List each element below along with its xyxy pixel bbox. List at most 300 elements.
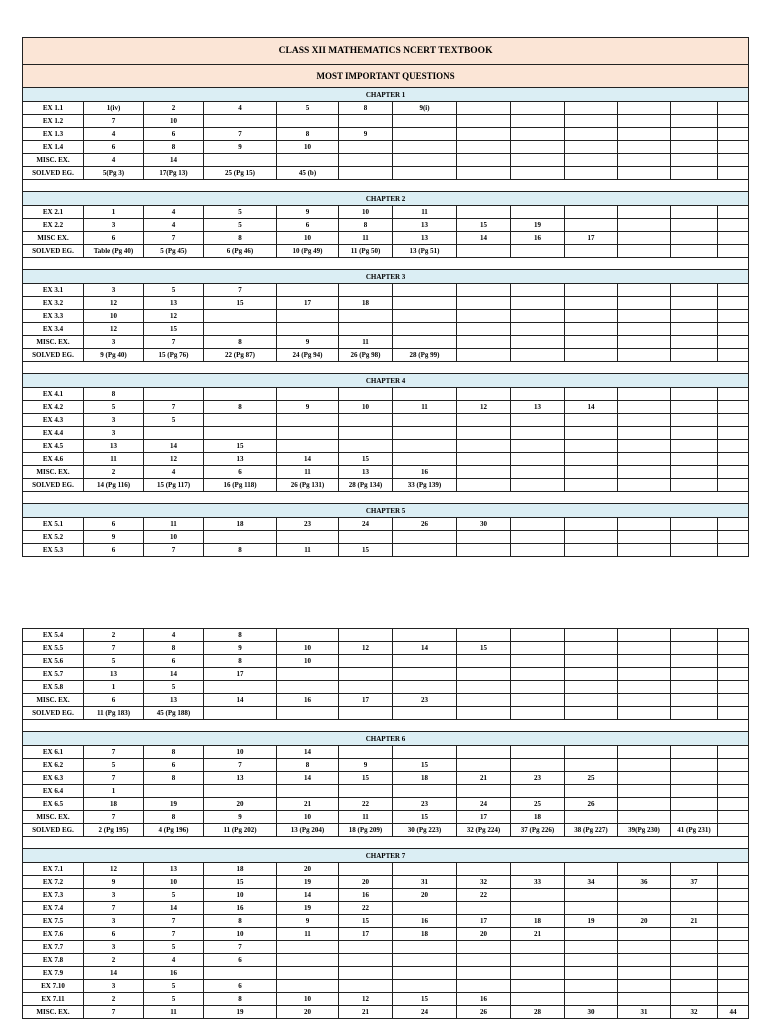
exercise-label: EX 6.1 (23, 746, 84, 759)
table-row (23, 655, 749, 668)
question-cell (618, 629, 671, 642)
question-cell: 7 (84, 115, 144, 128)
question-cell (393, 414, 457, 427)
question-cell (671, 954, 718, 967)
exercise-label: EX 6.3 (23, 772, 84, 785)
table-row (23, 980, 749, 993)
question-cell (565, 115, 618, 128)
section-spacer (23, 362, 749, 374)
question-cell: 15 (393, 811, 457, 824)
question-cell: 32 (457, 876, 511, 889)
question-cell: 18 (204, 863, 277, 876)
question-cell: 15 (Pg 117) (144, 479, 204, 492)
question-cell (339, 284, 393, 297)
question-cell (565, 993, 618, 1006)
exercise-label: EX 5.6 (23, 655, 84, 668)
exercise-label: EX 5.5 (23, 642, 84, 655)
question-cell: 16 (Pg 118) (204, 479, 277, 492)
question-cell (339, 154, 393, 167)
question-cell (565, 967, 618, 980)
question-cell (565, 414, 618, 427)
question-cell: 13 (204, 772, 277, 785)
table-row (23, 993, 749, 1006)
question-cell (393, 310, 457, 323)
question-cell (718, 629, 749, 642)
question-cell (277, 954, 339, 967)
question-cell: 10 (204, 889, 277, 902)
question-cell: 45 (Pg 188) (144, 707, 204, 720)
question-cell: 8 (144, 141, 204, 154)
question-cell (618, 336, 671, 349)
question-cell (671, 863, 718, 876)
question-cell: 14 (144, 440, 204, 453)
question-cell: 18 (511, 915, 565, 928)
question-cell (618, 941, 671, 954)
question-cell (718, 154, 749, 167)
question-cell (457, 245, 511, 258)
question-cell (565, 427, 618, 440)
question-cell (718, 993, 749, 1006)
question-cell (144, 427, 204, 440)
question-cell: 11 (84, 453, 144, 466)
question-cell: 24 (393, 1006, 457, 1019)
question-cell: 4 (84, 154, 144, 167)
table-row (23, 811, 749, 824)
table-row (23, 453, 749, 466)
question-cell (393, 284, 457, 297)
question-cell: 6 (204, 466, 277, 479)
question-cell: 9 (277, 915, 339, 928)
question-cell (618, 297, 671, 310)
question-cell (204, 414, 277, 427)
question-cell (671, 297, 718, 310)
question-cell (511, 642, 565, 655)
question-cell: 12 (84, 297, 144, 310)
question-cell: 15 (457, 642, 511, 655)
question-cell (671, 902, 718, 915)
question-cell: 20 (204, 798, 277, 811)
question-cell: 25 (511, 798, 565, 811)
question-cell (457, 980, 511, 993)
question-cell: 24 (339, 518, 393, 531)
question-cell (618, 167, 671, 180)
exercise-label: EX 7.2 (23, 876, 84, 889)
exercise-label: EX 4.3 (23, 414, 84, 427)
question-cell: 16 (277, 694, 339, 707)
table-row (23, 902, 749, 915)
question-cell: 18 (393, 772, 457, 785)
question-cell (565, 785, 618, 798)
question-cell: 7 (144, 928, 204, 941)
exercise-label: EX 4.4 (23, 427, 84, 440)
question-cell (339, 414, 393, 427)
question-cell: 20 (457, 928, 511, 941)
question-cell (457, 941, 511, 954)
question-cell: 11 (144, 1006, 204, 1019)
question-cell: 11 (Pg 50) (339, 245, 393, 258)
question-cell: 3 (84, 414, 144, 427)
question-cell: 10 (277, 141, 339, 154)
question-cell: 17 (339, 694, 393, 707)
exercise-label: EX 5.3 (23, 544, 84, 557)
question-cell: 16 (144, 967, 204, 980)
question-cell (565, 453, 618, 466)
question-cell: 15 (339, 915, 393, 928)
question-cell (511, 681, 565, 694)
question-cell (718, 401, 749, 414)
question-cell (718, 954, 749, 967)
question-cell (511, 440, 565, 453)
question-cell (457, 466, 511, 479)
table-row (23, 349, 749, 362)
question-cell (204, 785, 277, 798)
question-cell (671, 440, 718, 453)
question-cell (339, 941, 393, 954)
exercise-label: SOLVED EG. (23, 349, 84, 362)
question-cell (339, 681, 393, 694)
question-cell (393, 440, 457, 453)
exercise-label: EX 1.2 (23, 115, 84, 128)
question-cell: 30 (565, 1006, 618, 1019)
question-cell (565, 928, 618, 941)
question-cell: 11 (277, 928, 339, 941)
question-cell (565, 954, 618, 967)
question-cell (457, 681, 511, 694)
question-cell (618, 219, 671, 232)
table-row (23, 284, 749, 297)
question-cell (718, 785, 749, 798)
question-cell (339, 427, 393, 440)
question-cell (565, 746, 618, 759)
question-cell: 26 (Pg 98) (339, 349, 393, 362)
question-cell (457, 102, 511, 115)
question-cell: 10 (144, 531, 204, 544)
question-cell (718, 440, 749, 453)
question-cell (565, 655, 618, 668)
question-cell (511, 336, 565, 349)
table-row (23, 798, 749, 811)
question-cell (511, 284, 565, 297)
question-cell: 10 (144, 115, 204, 128)
question-cell (718, 323, 749, 336)
question-cell (204, 323, 277, 336)
question-cell (718, 668, 749, 681)
question-cell (565, 902, 618, 915)
question-cell: 14 (144, 902, 204, 915)
question-cell: 5 (144, 993, 204, 1006)
question-cell: 8 (204, 993, 277, 1006)
question-cell: 8 (204, 915, 277, 928)
question-cell (565, 336, 618, 349)
question-cell (618, 798, 671, 811)
question-cell (511, 902, 565, 915)
question-cell (277, 284, 339, 297)
exercise-label: EX 4.2 (23, 401, 84, 414)
question-cell (718, 466, 749, 479)
question-cell (671, 310, 718, 323)
question-cell: 3 (84, 889, 144, 902)
question-cell (718, 336, 749, 349)
question-cell (277, 681, 339, 694)
question-cell: 13 (Pg 204) (277, 824, 339, 837)
question-cell: 5 (84, 759, 144, 772)
question-cell: 3 (84, 427, 144, 440)
question-cell (671, 967, 718, 980)
question-cell (671, 336, 718, 349)
question-cell: 8 (204, 544, 277, 557)
question-cell (718, 310, 749, 323)
exercise-label: MISC. EX. (23, 154, 84, 167)
question-cell (565, 349, 618, 362)
question-cell (671, 232, 718, 245)
question-cell (511, 668, 565, 681)
exercise-label: MISC. EX. (23, 811, 84, 824)
table-row (23, 115, 749, 128)
question-cell: 9 (277, 206, 339, 219)
question-cell: 8 (204, 629, 277, 642)
spacer-cell (23, 492, 749, 504)
question-cell (393, 154, 457, 167)
section-spacer (23, 492, 749, 504)
question-cell (393, 707, 457, 720)
question-cell: 39(Pg 230) (618, 824, 671, 837)
question-cell: 9 (84, 876, 144, 889)
question-cell: 14 (144, 668, 204, 681)
question-cell: 1 (84, 206, 144, 219)
table-row (23, 219, 749, 232)
question-cell (718, 746, 749, 759)
question-cell: 10 (84, 310, 144, 323)
question-cell (565, 479, 618, 492)
exercise-label: EX 4.5 (23, 440, 84, 453)
question-cell: 19 (204, 1006, 277, 1019)
question-cell (718, 128, 749, 141)
question-cell (618, 518, 671, 531)
question-cell (457, 141, 511, 154)
question-cell (565, 154, 618, 167)
question-cell (339, 388, 393, 401)
question-cell (718, 941, 749, 954)
question-cell (393, 967, 457, 980)
chapter-heading: CHAPTER 6 (23, 732, 749, 746)
question-cell: 6 (Pg 46) (204, 245, 277, 258)
question-cell: 14 (Pg 116) (84, 479, 144, 492)
question-cell (565, 388, 618, 401)
question-cell: 19 (511, 219, 565, 232)
question-cell: 1(iv) (84, 102, 144, 115)
question-cell: 15 (Pg 76) (144, 349, 204, 362)
question-cell: 23 (277, 518, 339, 531)
question-cell (457, 629, 511, 642)
question-cell (204, 388, 277, 401)
question-cell: 14 (277, 746, 339, 759)
table-row (23, 154, 749, 167)
question-cell (671, 466, 718, 479)
question-cell: 32 (Pg 224) (457, 824, 511, 837)
question-cell: 8 (204, 232, 277, 245)
question-cell: 44 (718, 1006, 749, 1019)
question-cell (671, 681, 718, 694)
question-cell (339, 440, 393, 453)
table-row (23, 915, 749, 928)
question-cell: 31 (393, 876, 457, 889)
question-cell (339, 115, 393, 128)
question-cell: 17 (457, 915, 511, 928)
question-cell: 17 (204, 668, 277, 681)
question-cell (339, 167, 393, 180)
question-cell: 36 (618, 876, 671, 889)
question-cell: 5 (84, 655, 144, 668)
question-cell (718, 798, 749, 811)
question-cell (511, 323, 565, 336)
table-row (23, 954, 749, 967)
question-cell: 5 (144, 284, 204, 297)
question-cell (565, 167, 618, 180)
question-cell (339, 655, 393, 668)
question-cell (565, 544, 618, 557)
question-cell: Table (Pg 40) (84, 245, 144, 258)
question-cell (671, 141, 718, 154)
question-cell (457, 902, 511, 915)
question-cell (511, 102, 565, 115)
question-cell (393, 941, 457, 954)
question-cell: 6 (84, 232, 144, 245)
question-cell (565, 707, 618, 720)
question-cell (339, 746, 393, 759)
question-cell: 16 (339, 889, 393, 902)
question-cell: 15 (339, 453, 393, 466)
question-cell (618, 401, 671, 414)
question-cell: 11 (339, 811, 393, 824)
question-cell: 6 (84, 141, 144, 154)
question-cell (618, 128, 671, 141)
question-cell: 20 (393, 889, 457, 902)
exercise-label: EX 5.1 (23, 518, 84, 531)
question-cell (277, 531, 339, 544)
table-row (23, 544, 749, 557)
question-cell: 13 (511, 401, 565, 414)
question-cell: 5 (144, 681, 204, 694)
question-cell (565, 141, 618, 154)
question-cell (511, 427, 565, 440)
question-cell: 30 (Pg 223) (393, 824, 457, 837)
question-cell (618, 863, 671, 876)
question-cell: 12 (339, 993, 393, 1006)
question-cell (671, 980, 718, 993)
question-cell (339, 863, 393, 876)
question-cell (618, 759, 671, 772)
question-cell: 13 (204, 453, 277, 466)
question-cell (457, 297, 511, 310)
question-cell (565, 863, 618, 876)
question-cell (457, 453, 511, 466)
question-cell: 1 (84, 785, 144, 798)
question-cell (277, 941, 339, 954)
table-row (23, 928, 749, 941)
question-cell (457, 655, 511, 668)
question-cell: 10 (339, 401, 393, 414)
question-cell: 2 (84, 466, 144, 479)
question-cell: 14 (144, 154, 204, 167)
question-cell: 11 (144, 518, 204, 531)
question-cell: 4 (144, 629, 204, 642)
question-cell (339, 310, 393, 323)
question-cell (511, 154, 565, 167)
chapter-heading: CHAPTER 7 (23, 849, 749, 863)
question-cell (618, 479, 671, 492)
question-cell: 30 (457, 518, 511, 531)
chapter-heading: CHAPTER 3 (23, 270, 749, 284)
question-cell: 11 (277, 466, 339, 479)
question-cell: 17 (277, 297, 339, 310)
question-cell (339, 707, 393, 720)
exercise-label: SOLVED EG. (23, 167, 84, 180)
question-cell (671, 759, 718, 772)
question-cell (144, 388, 204, 401)
question-cell (511, 349, 565, 362)
question-cell: 16 (393, 915, 457, 928)
chapter-header-row (23, 270, 749, 284)
question-cell: 34 (565, 876, 618, 889)
question-cell (618, 681, 671, 694)
question-cell: 4 (144, 954, 204, 967)
question-cell: 22 (339, 798, 393, 811)
question-cell (671, 928, 718, 941)
question-cell (618, 284, 671, 297)
question-cell: 26 (393, 518, 457, 531)
question-cell: 31 (618, 1006, 671, 1019)
exercise-label: EX 5.4 (23, 629, 84, 642)
question-cell (457, 427, 511, 440)
chapter-heading: CHAPTER 2 (23, 192, 749, 206)
exercise-label: EX 7.9 (23, 967, 84, 980)
question-cell: 33 (511, 876, 565, 889)
question-cell: 14 (457, 232, 511, 245)
exercise-label: MISC. EX. (23, 466, 84, 479)
question-cell: 4 (84, 128, 144, 141)
spacer-cell (23, 180, 749, 192)
question-cell: 7 (144, 232, 204, 245)
question-cell: 2 (84, 954, 144, 967)
question-cell: 6 (84, 518, 144, 531)
question-cell (718, 102, 749, 115)
question-cell (393, 388, 457, 401)
question-cell: 5 (204, 206, 277, 219)
question-cell: 25 (565, 772, 618, 785)
table-row (23, 785, 749, 798)
chapter-heading: CHAPTER 4 (23, 374, 749, 388)
question-cell: 21 (671, 915, 718, 928)
spacer-cell (23, 362, 749, 374)
question-cell: 24 (457, 798, 511, 811)
question-cell (511, 746, 565, 759)
question-cell (277, 414, 339, 427)
question-cell (511, 518, 565, 531)
question-cell (718, 655, 749, 668)
question-cell (718, 479, 749, 492)
question-cell (277, 323, 339, 336)
table-row (23, 642, 749, 655)
question-cell (671, 349, 718, 362)
question-cell (565, 759, 618, 772)
question-cell (618, 993, 671, 1006)
question-cell (718, 427, 749, 440)
question-cell (511, 941, 565, 954)
question-cell (277, 629, 339, 642)
question-cell (393, 427, 457, 440)
question-cell: 7 (84, 1006, 144, 1019)
question-cell: 25 (Pg 15) (204, 167, 277, 180)
